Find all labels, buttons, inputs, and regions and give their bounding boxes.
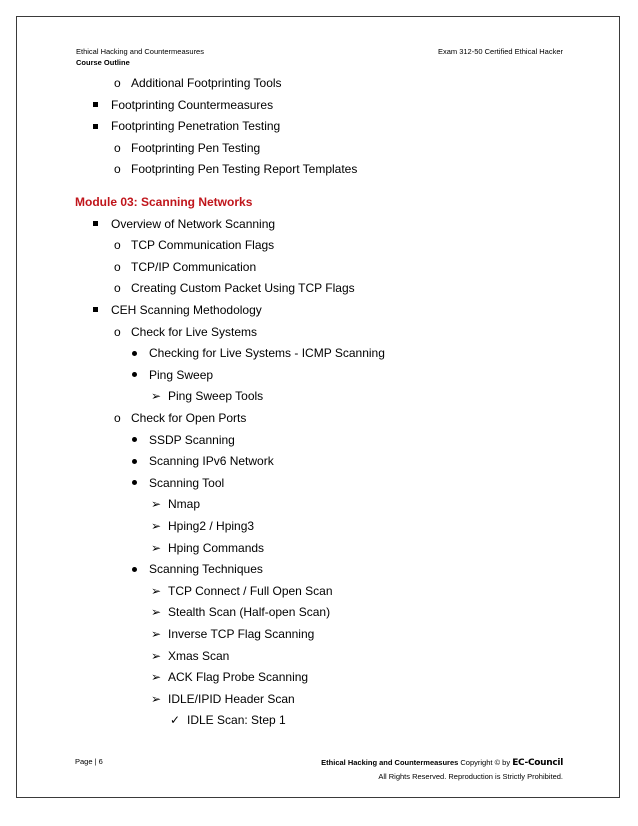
- outline-item-label: Footprinting Pen Testing: [131, 140, 261, 155]
- outline-item-label: TCP/IP Communication: [131, 259, 257, 274]
- arrow-bullet-icon: ➢: [151, 691, 162, 706]
- dot-bullet-icon: [132, 343, 137, 363]
- ec-council-logo: EC-Council: [512, 758, 563, 768]
- outline-item-label: Overview of Network Scanning: [111, 216, 276, 231]
- arrow-bullet-icon: ➢: [151, 497, 162, 512]
- page-border: [16, 16, 620, 798]
- circle-bullet-icon: o: [114, 162, 121, 177]
- outline-item-label: Checking for Live Systems - ICMP Scanning: [149, 346, 385, 361]
- circle-bullet-icon: o: [114, 76, 121, 90]
- arrow-bullet-icon: ➢: [151, 519, 162, 533]
- outline-item-label: Stealth Scan (Half-open Scan): [168, 605, 331, 620]
- arrow-bullet-icon: ➢: [151, 648, 162, 663]
- outline-item-label: Ping Sweep Tools: [168, 389, 264, 404]
- outline-item-label: Hping Commands: [168, 540, 265, 555]
- check-bullet-icon: ✓: [170, 713, 181, 728]
- circle-bullet-icon: o: [114, 411, 121, 425]
- outline-item-label: Scanning Techniques: [149, 562, 263, 577]
- arrow-bullet-icon: ➢: [151, 627, 162, 641]
- square-bullet-icon: [93, 95, 98, 115]
- header-exam-title: Exam 312-50 Certified Ethical Hacker: [437, 47, 563, 56]
- outline-item-label: Xmas Scan: [168, 648, 230, 663]
- outline-item-label: IDLE Scan: Step 1: [187, 713, 286, 728]
- outline-item-label: TCP Communication Flags: [131, 238, 275, 253]
- module-title: Module 03: Scanning Networks: [75, 195, 253, 209]
- header-course-outline: Course Outline: [76, 58, 130, 67]
- outline-item-label: CEH Scanning Methodology: [111, 303, 262, 317]
- arrow-bullet-icon: ➢: [151, 389, 162, 404]
- footer-rights: All Rights Reserved. Reproduction is Strictly Prohibited.: [378, 772, 563, 781]
- circle-bullet-icon: o: [114, 281, 121, 296]
- outline-item-label: Ping Sweep: [149, 367, 214, 382]
- circle-bullet-icon: o: [114, 324, 121, 339]
- outline-item-label: Hping2 / Hping3: [168, 519, 255, 533]
- circle-bullet-icon: o: [114, 259, 121, 274]
- outline-item-label: Footprinting Penetration Testing: [111, 119, 281, 134]
- outline-item-label: Footprinting Countermeasures: [111, 97, 274, 112]
- footer-course-title: Ethical Hacking and Countermeasures: [321, 758, 459, 767]
- outline-item-label: SSDP Scanning: [149, 432, 235, 447]
- arrow-bullet-icon: ➢: [151, 670, 162, 685]
- dot-bullet-icon: [132, 451, 137, 471]
- circle-bullet-icon: o: [114, 140, 121, 155]
- outline-item-label: Check for Open Ports: [131, 411, 247, 425]
- dot-bullet-icon: [132, 430, 137, 450]
- arrow-bullet-icon: ➢: [151, 540, 162, 555]
- outline-item-label: Check for Live Systems: [131, 324, 258, 339]
- arrow-bullet-icon: ➢: [151, 583, 162, 598]
- dot-bullet-icon: [132, 559, 137, 579]
- outline-item-label: Nmap: [168, 497, 201, 512]
- outline-item-label: IDLE/IPID Header Scan: [168, 691, 295, 706]
- outline-item-label: Footprinting Pen Testing Report Templates: [131, 162, 358, 177]
- outline-item-label: Additional Footprinting Tools: [131, 76, 282, 90]
- square-bullet-icon: [93, 116, 98, 136]
- outline-item-label: ACK Flag Probe Scanning: [168, 670, 309, 685]
- footer-copyright-text: Copyright © by: [458, 758, 513, 767]
- outline-item-label: Scanning IPv6 Network: [149, 454, 274, 469]
- outline-item-label: Creating Custom Packet Using TCP Flags: [131, 281, 355, 296]
- dot-bullet-icon: [132, 473, 137, 493]
- square-bullet-icon: [93, 300, 98, 320]
- page-number: Page | 6: [75, 757, 103, 766]
- arrow-bullet-icon: ➢: [151, 605, 162, 620]
- square-bullet-icon: [93, 214, 98, 234]
- footer-copyright: [321, 756, 563, 783]
- dot-bullet-icon: [132, 365, 137, 385]
- header-left: [76, 46, 204, 68]
- header-course-title: Ethical Hacking and Countermeasures: [76, 47, 204, 56]
- outline-item-label: Scanning Tool: [149, 475, 225, 490]
- outline-item-label: TCP Connect / Full Open Scan: [168, 583, 333, 598]
- circle-bullet-icon: o: [114, 238, 121, 253]
- outline-item-label: Inverse TCP Flag Scanning: [168, 627, 315, 641]
